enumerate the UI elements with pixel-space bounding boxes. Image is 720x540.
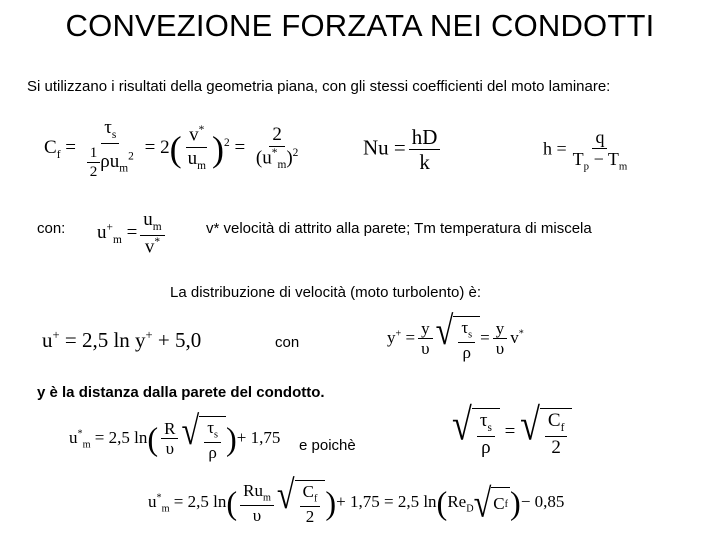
intro-text: Si utilizzano i risultati della geometria piana, con gli stessi coefficienti del moto laminare: <box>27 78 611 95</box>
shear-sqrt-equation: √ $\frac{\tau_s}{\rho}$ = √ $\frac{C_f}{2}$ <box>452 408 572 458</box>
y-plus-equation: y+ = $\frac{y}{\upsilon}$ √ $\frac{\tau_s}{\rho}$ = $\frac{y}{\upsilon}$ v* <box>387 307 524 363</box>
definition-text: v* velocità di attrito alla parete; Tm temperatura di miscela <box>206 220 592 237</box>
um-ln-equation: $u^*_m = 2,5$ ln( $\frac{R}{\upsilon}$ √ $\frac{\tau_s}{\rho}$ )+ 1,75 <box>69 407 281 463</box>
heat-coefficient-equation: h = $\frac{q}{T_p - T_m}$ <box>543 127 628 173</box>
slide-title: CONVEZIONE FORZATA NEI CONDOTTI <box>65 8 655 43</box>
final-equation: $u^*_m = 2,5$ ln( $\frac{Ru_m}{\upsilon}$ √ $\frac{C_f}{2}$ )+ 1,75 = 2,5 $\ln(Re_D$ √ C f )− 0,85 <box>148 471 565 527</box>
con-label-2: con <box>275 334 300 351</box>
nusselt-equation: Nu = $\frac{hD}{k}$ <box>363 126 443 173</box>
e-poiche-text: e poichè <box>299 437 356 454</box>
con-label-1: con: <box>37 220 66 237</box>
velocity-law-equation: u+ = 2,5 ln y+ + 5,0 <box>42 328 202 352</box>
distribution-text: La distribuzione di velocità (moto turbolento) è: <box>170 284 482 301</box>
cf-equation: $C_f$ = $\tau_s$ $\frac{1}{2}$ $\rho u_m^2$ = 2( $\frac{v^*}{u_m}$ )$^2$ = $\frac{2}{(u^*_m)^2}$ <box>44 117 299 180</box>
um-plus-equation: $u^+_m$ = $\frac{u_m}{v^*}$ <box>97 210 168 257</box>
distance-text: y è la distanza dalla parete del condotto. <box>37 384 325 401</box>
